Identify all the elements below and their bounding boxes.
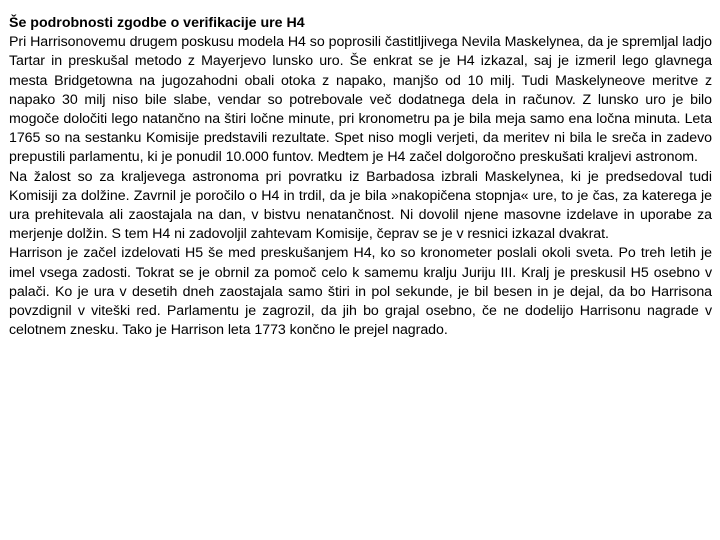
paragraph-2: Na žalost so za kraljevega astronoma pri povratku iz Barbadosa izbrali Maskelynea, ki je predsedoval tudi Komisiji za dolžine. Zavrnil je poročilo o H4 in trdil, da je bila »nakopičena stopnja« ure, to je čas, za katerega je ura prehitevala ali zaostajala na dan, v bistvu nenatančnost. Ni dovolil njene masovne izdelave in uporabe za merjenje dolžin. S tem H4 ni zadovoljil zahtevam Komisije, čeprav se je v resnici izkazal dvakrat.: [9, 168, 712, 243]
document-title: Še podrobnosti zgodbe o verifikacije ure H4: [9, 15, 305, 31]
paragraph-3: Harrison je začel izdelovati H5 še med preskušanjem H4, ko so kronometer poslali okoli sveta. Po treh letih je imel vsega zadosti. Tokrat se je obrnil za pomoč celo k samemu kralju Juriju III. Kralj je preskusil H5 osebno v palači. Ko je ura v desetih dneh zaostajala samo štiri in pol sekunde, je bil besen in je dejal, da bo Harrisona povzdignil v viteški red. Parlamentu je zagrozil, da jih bo grajal osebno, če ne dodelijo Harrisonu nagrade v celotnem znesku. Tako je Harrison leta 1773 končno le prejel nagrado.: [9, 245, 712, 339]
document-page: [9, 14, 712, 340]
paragraph-1: Pri Harrisonovemu drugem poskusu modela H4 so poprosili častitljivega Nevila Maskelynea, da je spremljal ladjo Tartar in preskušal metodo z Mayerjevo lunsko uro. Še enkrat se je H4 izkazal, saj je izmeril lego glavnega mesta Bridgetowna na jugozahodni obali otoka z napako, manjšo od 10 milj. Tudi Maskelyneove meritve z napako 30 milj niso bile slabe, vendar so potrebovale več dodatnega dela in računov. Z lunsko uro je bilo mogoče določiti lego natančno na štiri ločne minute, pri kronometru pa je bila meja samo ena ločna minuta. Leta 1765 so na sestanku Komisije predstavili rezultate. Spet niso mogli verjeti, da meritev ni bila le sreča in zadevo prepustili parlamentu, ki je ponudil 10.000 funtov. Medtem je H4 začel dolgoročno preskušati kraljevi astronom.: [9, 34, 712, 166]
